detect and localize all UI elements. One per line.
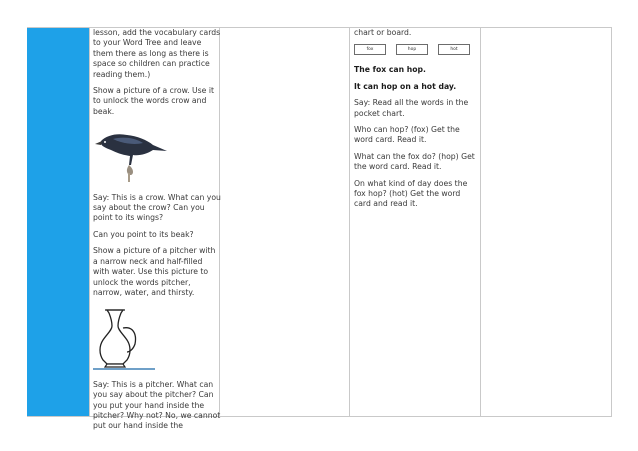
instruction-text: Say: This is a pitcher. What can you say about the pitcher? Can you put your hand inside the pitcher? Why not? No, we cannot put our hand inside the (93, 379, 221, 431)
crow-image (93, 123, 221, 186)
word-card: hot (438, 44, 470, 55)
sentence-text: It can hop on a hot day. (354, 81, 457, 91)
column-divider (349, 28, 350, 416)
accent-column (27, 28, 89, 416)
instruction-text: Show a picture of a crow. Use it to unlock the words crow and beak. (93, 86, 214, 116)
instruction-text: On what kind of day does the fox hop? (hot) Get the word card and read it. (354, 178, 468, 209)
instruction-text: Can you point to its beak? (93, 229, 194, 239)
lesson-table (27, 27, 612, 431)
sentence-text: The fox can hop. (354, 65, 426, 75)
instruction-text: What can the fox do? (hop) Get the word card. Read it. (354, 151, 475, 172)
instruction-text: chart or board. (354, 28, 412, 37)
word-cards (354, 44, 478, 55)
procedure-column (93, 28, 221, 438)
word-card: hop (396, 44, 428, 55)
pitcher-image (93, 304, 221, 373)
column-divider (480, 28, 481, 416)
word-card: fox (354, 44, 386, 55)
instruction-text: lesson, add the vocabulary cards to your Word Tree and leave them there as long as there is space so children can practice reading them.) (93, 28, 221, 79)
activity-column (354, 28, 478, 216)
instruction-text: Say: This is a crow. What can you say about the crow? Can you point to its wings? (93, 192, 221, 223)
instruction-text: Show a picture of a pitcher with a narrow neck and half-filled with water. Use this picture to unlock the words pitcher, narrow, water, and thirsty. (93, 246, 216, 297)
column-divider (89, 28, 90, 416)
instruction-text: Say: Read all the words in the pocket chart. (354, 98, 469, 118)
instruction-text: Who can hop? (fox) Get the word card. Read it. (354, 125, 460, 145)
